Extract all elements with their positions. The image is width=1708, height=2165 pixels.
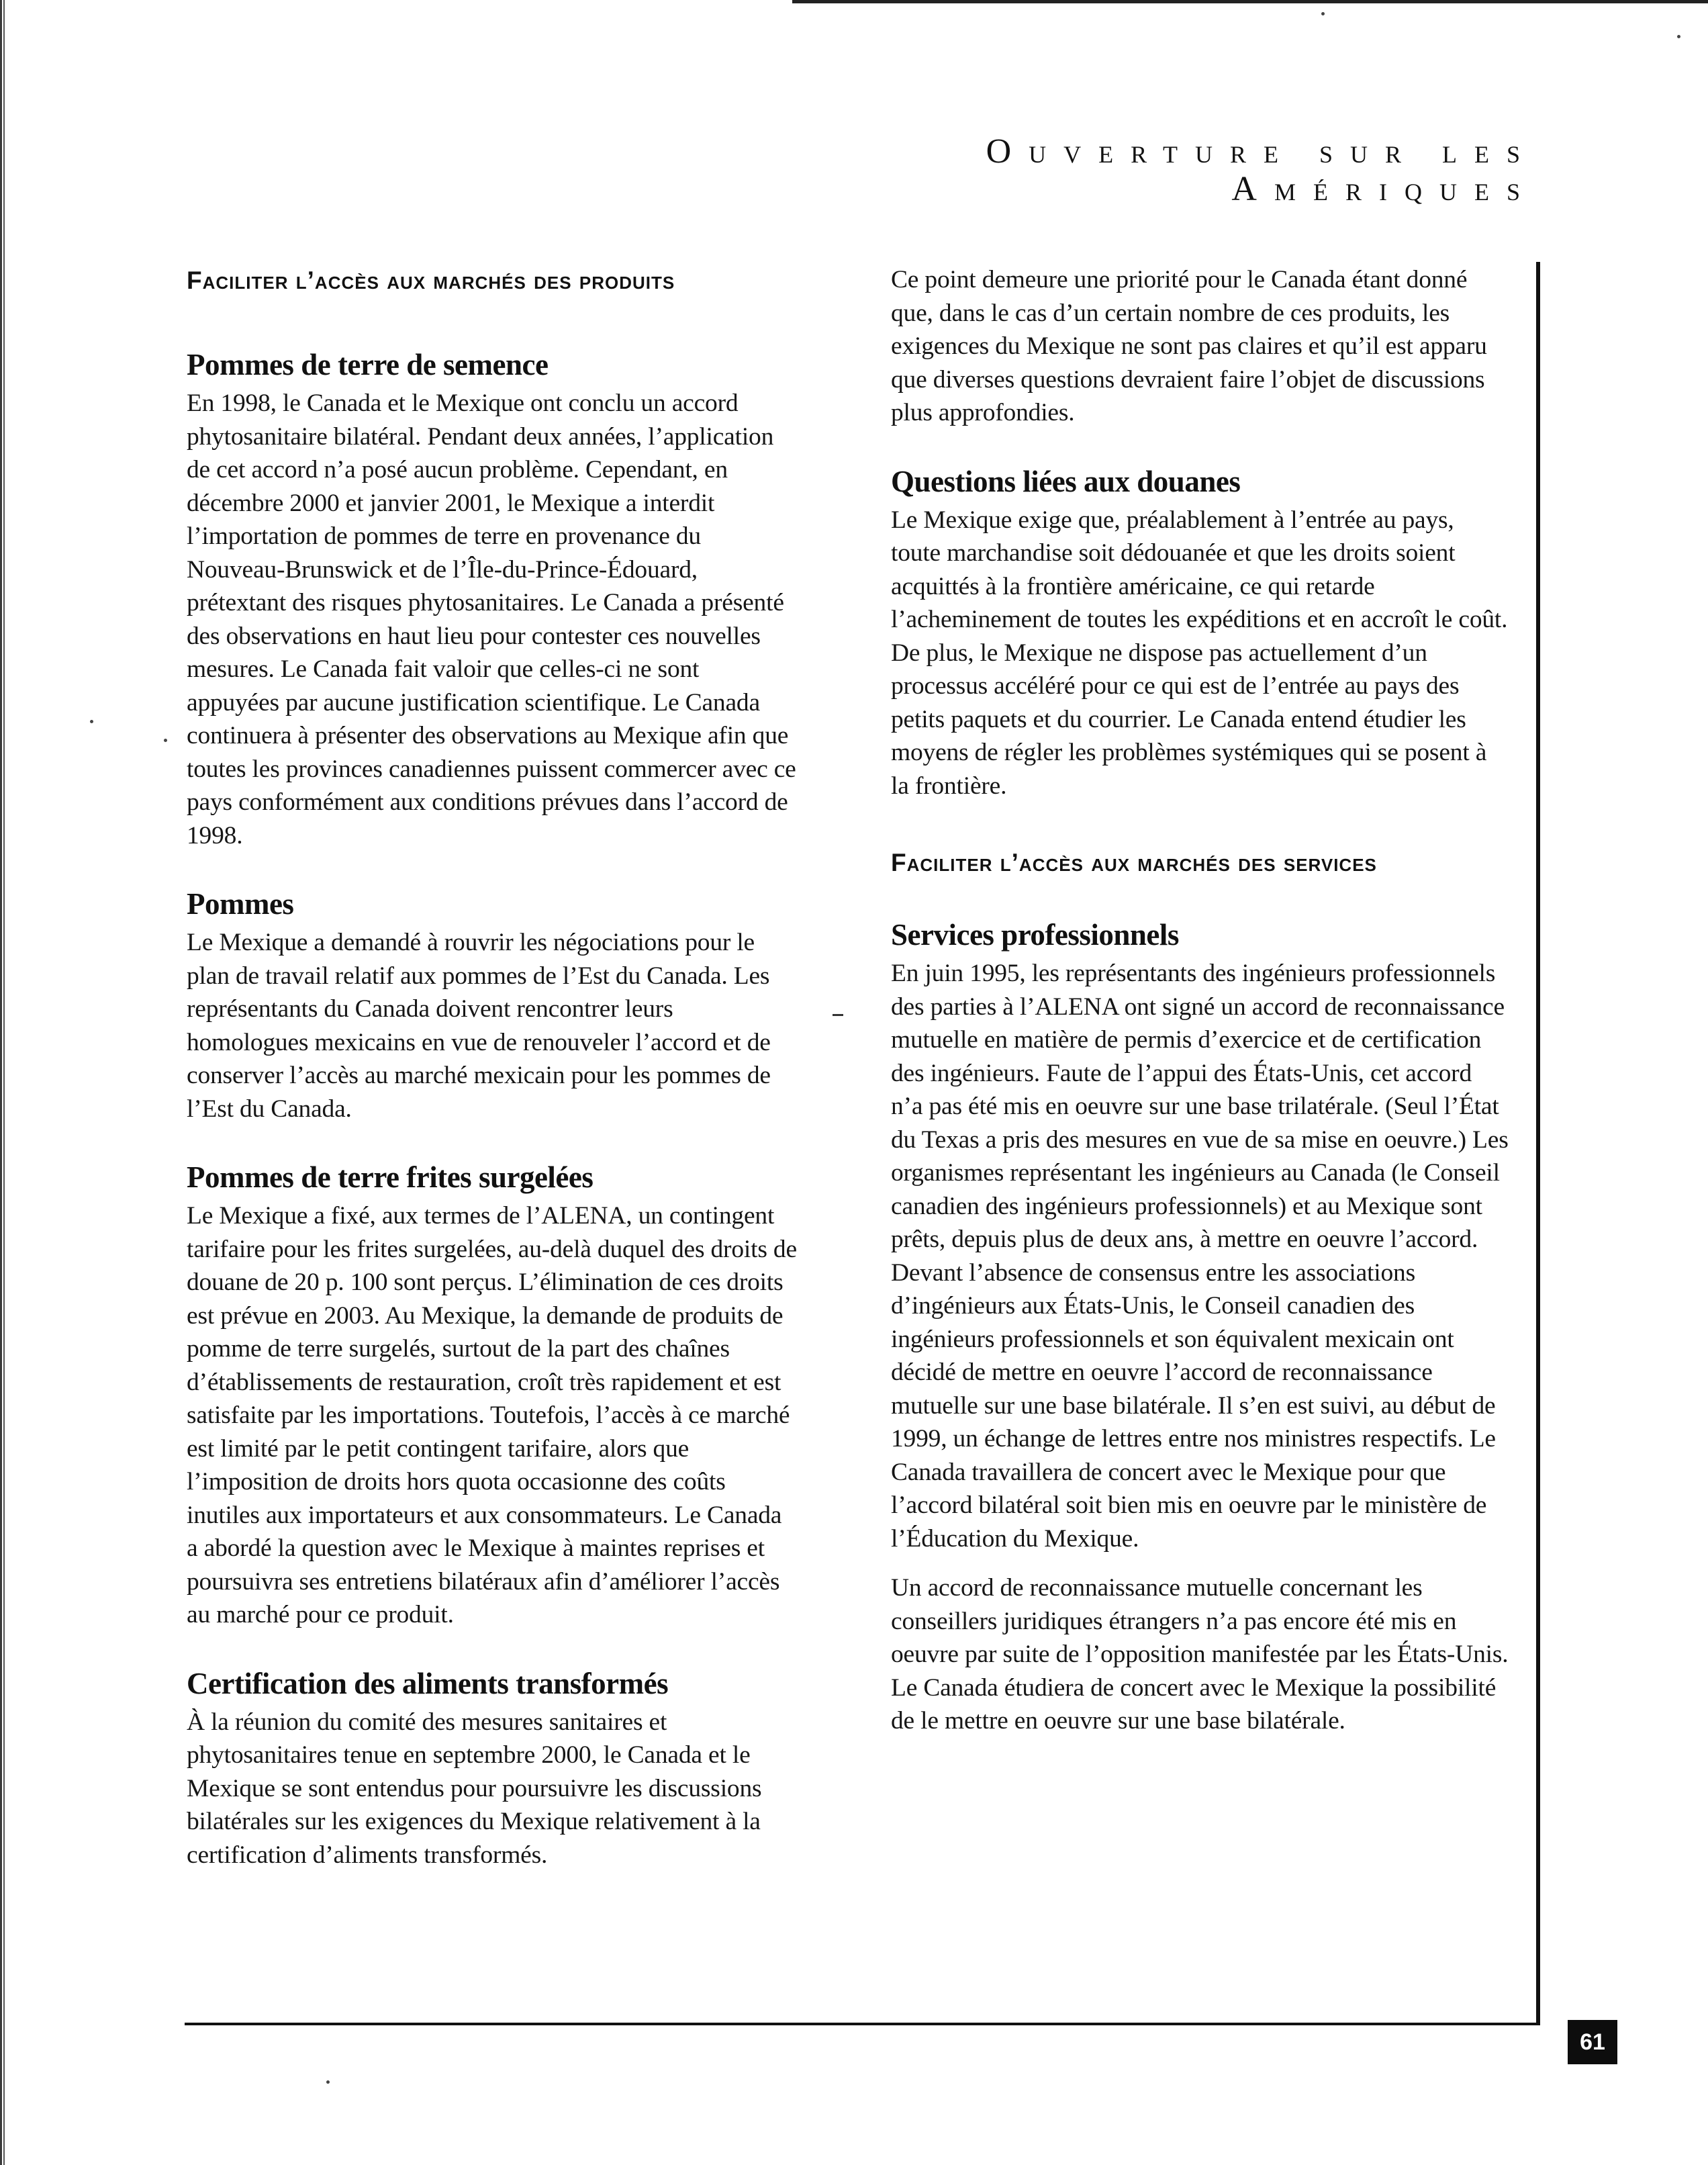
subhead-professional-services: Services professionnels — [891, 918, 1179, 952]
subhead-customs: Questions liées aux douanes — [891, 464, 1241, 498]
section-title-products: Faciliter l’accès aux marchés des produits — [187, 267, 675, 294]
running-header-line2: AMÉRIQUES — [1231, 170, 1537, 208]
paragraph-frozen-fries: Le Mexique a fixé, aux termes de l’ALENA, un contingent tarifaire pour les frites surgelées, au-delà duquel des droits de douane de 20 p. 100 sont perçus. L’élimination de ces droits est prévue en 2003. Au Mexique, la demande de produits de pomme de terre surgelés, surtout de la part des chaînes d’établissements de restauration, croît très rapidement et est satisfaite par les importations. Toutefois, l’accès à ce marché est limité par le petit contingent tarifaire, alors que l’imposition de droits hors quota occasionne des coûts inutiles aux importateurs et aux consommateurs. Le Canada a abordé la question avec le Mexique à maintes reprises et poursuivra ses entretiens bilatéraux afin d’améliorer l’accès au marché pour ce produit. — [187, 1202, 797, 1628]
paragraph-apples: Le Mexique a demandé à rouvrir les négociations pour le plan de travail relatif aux pommes de l’Est du Canada. Les représentants du Canada doivent rencontrer leurs homologues mexicains en vue de renouveler l’accord et de conserver l’accès au marché mexicain pour les pommes de l’Est du Canada. — [187, 929, 771, 1123]
left-column — [187, 263, 798, 1872]
paragraph-customs: Le Mexique exige que, préalablement à l’entrée au pays, toute marchandise soit dédouanée et que les droits soient acquittés à la frontière américaine, ce qui retarde l’acheminement de toutes les expéditions et en accroît le coût. De plus, le Mexique ne dispose pas actuellement d’un processus accéléré pour ce qui est de l’entrée au pays des petits paquets et du courrier. Le Canada entend étudier les moyens de régler les problèmes systémiques qui se posent à la frontière. — [891, 506, 1508, 800]
scan-speck — [164, 739, 167, 742]
subhead-seed-potatoes: Pommes de terre de semence — [187, 348, 549, 381]
paragraph-processed-foods: À la réunion du comité des mesures sanitaires et phytosanitaires tenue en septembre 2000, le Canada et le Mexique se sont entendus pour poursuivre les discussions bilatérales sur les exigences du Mexique relativement à la certification d’aliments transformés. — [187, 1708, 762, 1869]
paragraph-professional-1: En juin 1995, les représentants des ingénieurs professionnels des parties à l’ALENA ont signé un accord de reconnaissance mutuelle en matière de permis d’exercice et de certification des ingénieurs. Faute de l’appui des États-Unis, cet accord n’a pas été mis en oeuvre sur une base trilatérale. (Seul l’État du Texas a pris des mesures en vue de sa mise en oeuvre.) Les organismes représentant les ingénieurs au Canada (le Conseil canadien des ingénieurs professionnels) et au Mexique sont prêts, depuis plus de deux ans, à mettre en oeuvre l’accord. Devant l’absence de consensus entre les associations d’ingénieurs aux États-Unis, le Conseil canadien des ingénieurs professionnels et son équivalent mexicain ont décidé de mettre en oeuvre l’accord de reconnaissance mutuelle sur une base bilatérale. Il s’en est suivi, au début de 1999, un échange de lettres entre nos ministres respectifs. Le Canada travaillera de concert avec le Mexique pour que l’accord bilatéral soit bien mis en oeuvre par le ministère de l’Éducation du Mexique. — [891, 960, 1509, 1553]
paragraph-seed-potatoes: En 1998, le Canada et le Mexique ont conclu un accord phytosanitaire bilatéral. Pendant deux années, l’application de cet accord n’a posé aucun problème. Cependant, en décembre 2000 et janvier 2001, le Mexique a interdit l’importation de pommes de terre en provenance du Nouveau-Brunswick et de l’Île-du-Prince-Édouard, prétextant des risques phytosanitaires. Le Canada a présenté des observations en haut lieu pour contester ces nouvelles mesures. Le Canada fait valoir que celles-ci ne sont appuyées par aucune justification scientifique. Le Canada continuera à présenter des observations au Mexique afin que toutes les provinces canadiennes puissent commercer avec ce pays conformément aux conditions prévues dans l’accord de 1998. — [187, 389, 796, 849]
section-title-services: Faciliter l’accès aux marchés des services — [891, 849, 1377, 876]
subhead-apples: Pommes — [187, 887, 294, 921]
paragraph-continuation: Ce point demeure une priorité pour le Canada étant donné que, dans le cas d’un certain nombre de ces produits, les exigences du Mexique ne sont pas claires et qu’il est apparu que diverses questions devraient faire l’objet de discussions plus approfondies. — [891, 266, 1487, 426]
top-rule — [792, 0, 1708, 3]
paragraph-professional-2: Un accord de reconnaissance mutuelle concernant les conseillers juridiques étrangers n’a pas encore été mis en oeuvre par suite de l’opposition manifestée par les États-Unis. Le Canada étudiera de concert avec le Mexique la possibilité de le mettre en oeuvre sur une base bilatérale. — [891, 1574, 1509, 1735]
scan-speck — [1321, 12, 1325, 15]
margin-mark — [833, 1014, 843, 1016]
running-header — [986, 134, 1537, 210]
page-number: 61 — [1568, 2020, 1617, 2064]
scan-speck — [326, 2080, 330, 2084]
scan-speck — [90, 720, 93, 723]
subhead-frozen-fries: Pommes de terre frites surgelées — [187, 1160, 594, 1194]
page-left-edge — [0, 0, 7, 2165]
subhead-processed-foods: Certification des aliments transformés — [187, 1666, 669, 1700]
bottom-rule — [185, 2023, 1540, 2025]
right-column — [891, 263, 1509, 1738]
right-vertical-rule — [1536, 262, 1540, 2025]
scan-speck — [1677, 35, 1680, 38]
running-header-line1: OUVERTURE SUR LES — [986, 132, 1537, 171]
